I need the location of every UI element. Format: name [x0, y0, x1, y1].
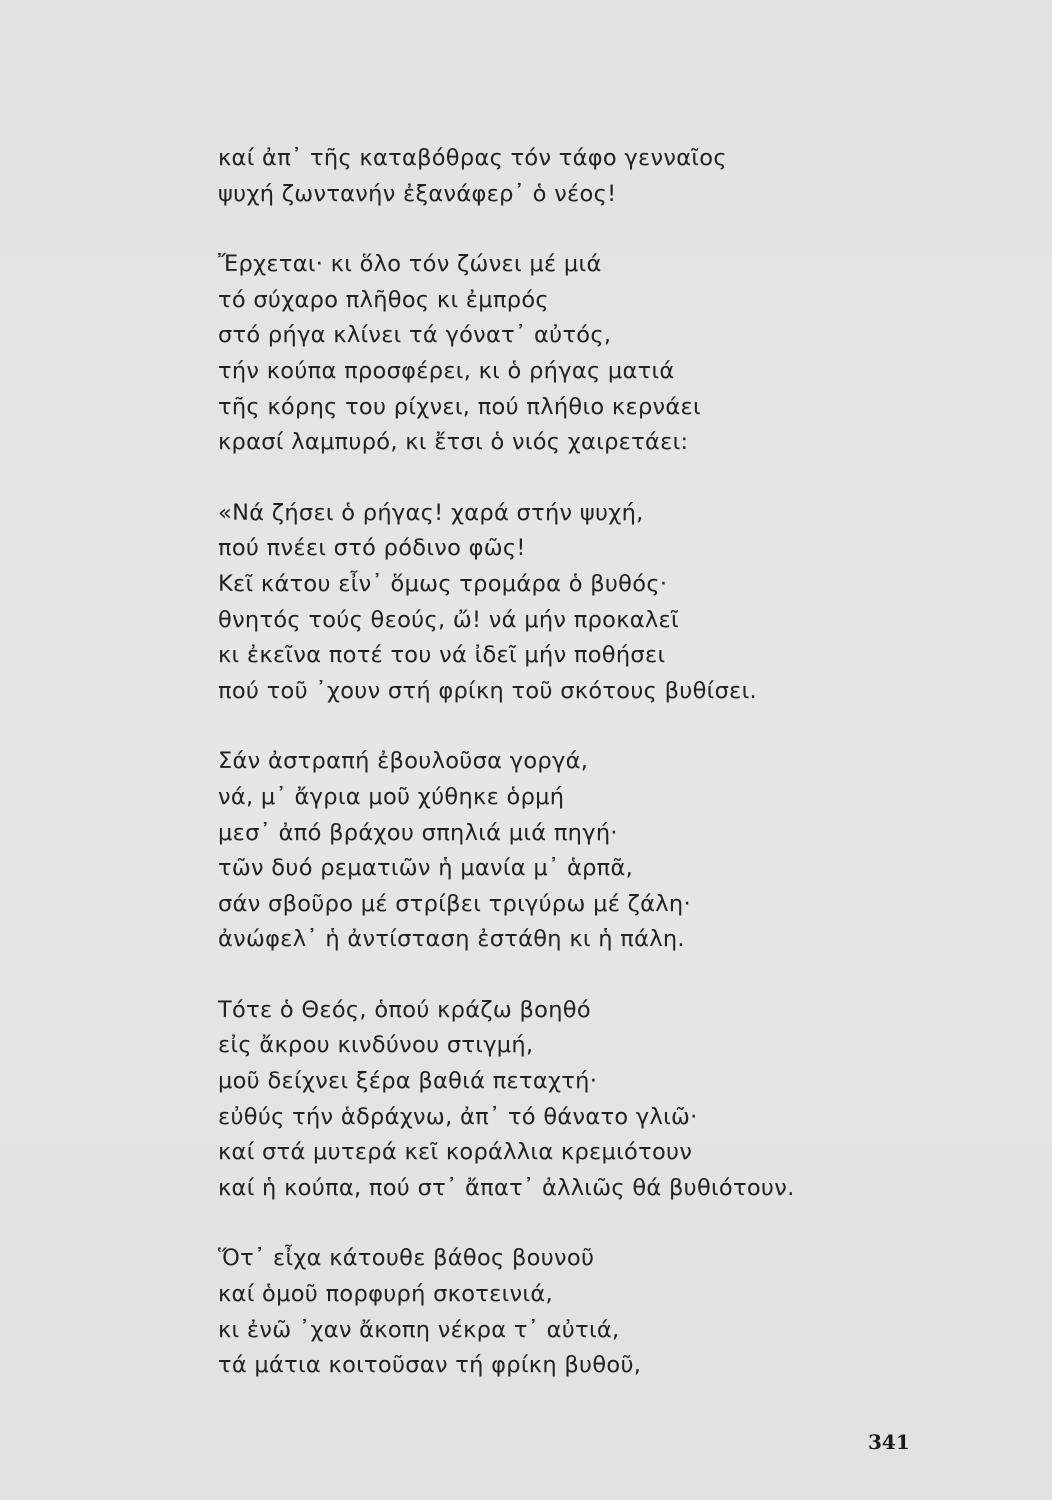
poem-line: τά μάτια κοιτοῦσαν τή φρίκη βυθοῦ, — [218, 1352, 642, 1379]
poem-line: τήν κούπα προσφέρει, κι ὁ ρήγας ματιά — [218, 357, 675, 384]
poem-line: τῶν δυό ρεματιῶν ἡ μανία μ᾽ ἁρπᾶ, — [218, 855, 634, 882]
stanza — [218, 141, 1018, 212]
poem-line: εἰς ἄκρου κινδύνου στιγμή, — [218, 1032, 534, 1059]
poem-line: τό σύχαρο πλῆθος κι ἐμπρός — [218, 286, 549, 313]
page-number: 341 — [868, 1430, 910, 1454]
stanza — [218, 496, 1018, 710]
poem-line: Τότε ὁ Θεός, ὁπού κράζω βοηθό — [218, 996, 591, 1023]
poem-line: θνητός τούς θεούς, ὤ! νά μήν προκαλεῖ — [218, 606, 679, 633]
poem-line: Ὅτ᾽ εἶχα κάτουθε βάθος βουνοῦ — [218, 1245, 595, 1272]
poem-text — [218, 141, 1018, 1384]
poem-line: τῆς κόρης του ρίχνει, πού πλήθιο κερνάει — [218, 393, 701, 420]
poem-line: στό ρήγα κλίνει τά γόνατ᾽ αὐτός, — [218, 322, 612, 349]
stanza — [218, 1241, 1018, 1383]
poem-line: «Νά ζήσει ὁ ρήγας! χαρά στήν ψυχή, — [218, 499, 644, 526]
poem-line: ἀνώφελ᾽ ἡ ἀντίσταση ἐστάθη κι ἡ πάλη. — [218, 926, 685, 953]
poem-line: καί ἡ κούπα, πού στ᾽ ἄπατ᾽ ἀλλιῶς θά βυθιότουν. — [218, 1174, 795, 1201]
poem-line: ψυχή ζωντανήν ἐξανάφερ᾽ ὁ νέος! — [218, 180, 617, 207]
poem-line: μεσ᾽ ἀπό βράχου σπηλιά μιά πηγή· — [218, 819, 618, 846]
poem-line: κι ἐνῶ ᾽χαν ἄκοπη νέκρα τ᾽ αὐτιά, — [218, 1316, 620, 1343]
poem-line: σάν σβοῦρο μέ στρίβει τριγύρω μέ ζάλη· — [218, 890, 691, 917]
poem-line: καί στά μυτερά κεῖ κοράλλια κρεμιότουν — [218, 1139, 693, 1166]
poem-line: Κεῖ κάτου εἶν᾽ ὅμως τρομάρα ὁ βυθός· — [218, 570, 668, 597]
poem-line: κρασί λαμπυρό, κι ἔτσι ὁ νιός χαιρετάει: — [218, 429, 689, 456]
poem-line: πού πνέει στό ρόδινο φῶς! — [218, 535, 526, 562]
stanza — [218, 247, 1018, 461]
poem-line: καί ὁμοῦ πορφυρή σκοτεινιά, — [218, 1281, 553, 1308]
poem-line: Σάν ἀστραπή ἐβουλοῦσα γοργά, — [218, 748, 589, 775]
poem-line: νά, μ᾽ ἄγρια μοῦ χύθηκε ὁρμή — [218, 783, 565, 810]
poem-line: Ἔρχεται· κι ὅλο τόν ζώνει μέ μιά — [218, 251, 602, 278]
poem-line: καί ἀπ᾽ τῆς καταβόθρας τόν τάφο γενναῖος — [218, 145, 727, 171]
stanza — [218, 744, 1018, 958]
poem-line: κι ἐκεῖνα ποτέ του νά ἰδεῖ μήν ποθήσει — [218, 642, 666, 669]
poem-line: εὐθύς τήν ἁδράχνω, ἀπ᾽ τό θάνατο γλιῶ· — [218, 1103, 698, 1130]
poem-line: πού τοῦ ᾽χουν στή φρίκη τοῦ σκότους βυθίσει. — [218, 677, 757, 704]
stanza — [218, 993, 1018, 1207]
poem-line: μοῦ δείχνει ξέρα βαθιά πεταχτή· — [218, 1068, 598, 1095]
